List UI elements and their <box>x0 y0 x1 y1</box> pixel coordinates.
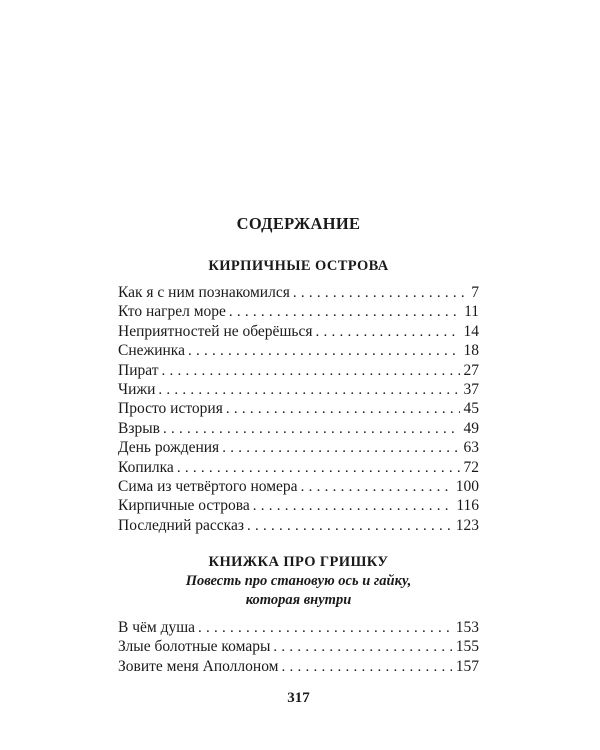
entry-page: 11 <box>464 303 479 321</box>
entry-title: Зовите меня Аполлоном <box>118 657 279 675</box>
leader-dots <box>293 285 467 302</box>
entry-page: 123 <box>455 516 479 534</box>
section-heading-1: КИРПИЧНЫЕ ОСТРОВА <box>208 258 389 274</box>
leader-dots <box>281 659 451 676</box>
toc-entry[interactable] <box>118 284 479 303</box>
entry-page: 18 <box>463 342 479 360</box>
section-subtitle-line-2: которая внутри <box>245 592 352 608</box>
entry-page: 7 <box>471 284 479 301</box>
leader-dots <box>198 620 452 637</box>
leader-dots <box>247 518 452 535</box>
entry-page: 49 <box>463 419 479 437</box>
entry-page: 72 <box>463 458 479 476</box>
entry-page: 155 <box>455 638 479 656</box>
toc-entry[interactable] <box>118 619 479 638</box>
entry-page: 27 <box>463 361 479 379</box>
toc-entry[interactable] <box>118 517 479 536</box>
leader-dots <box>222 440 459 457</box>
toc-entry[interactable] <box>118 303 479 322</box>
entry-title: Чижи <box>118 380 156 398</box>
toc-entry[interactable] <box>118 478 479 497</box>
entry-title: Взрыв <box>118 419 160 437</box>
entry-page: 153 <box>455 619 479 636</box>
entry-title: В чём душа <box>118 619 196 636</box>
entry-page: 157 <box>455 657 479 675</box>
entry-title: Сима из четвёртого номера <box>118 477 298 495</box>
entry-title: Пират <box>118 361 159 379</box>
leader-dots <box>315 324 459 341</box>
entry-title: Как я с ним познакомился <box>118 284 290 301</box>
section-subtitle-line-1: Повесть про становую ось и гайку, <box>185 573 412 589</box>
entry-page: 100 <box>455 477 479 495</box>
leader-dots <box>253 498 453 515</box>
toc-entry[interactable] <box>118 420 479 439</box>
entry-page: 14 <box>463 322 479 340</box>
leader-dots <box>162 363 460 380</box>
leader-dots <box>158 382 459 399</box>
leader-dots <box>226 401 460 418</box>
toc-entry[interactable] <box>118 658 479 677</box>
entry-title: Последний рассказ <box>118 516 244 534</box>
entry-page: 116 <box>456 497 479 515</box>
entry-page: 63 <box>463 439 479 457</box>
toc-entry[interactable] <box>118 381 479 400</box>
entry-title: Копилка <box>118 458 174 476</box>
toc-entry[interactable] <box>118 439 479 458</box>
toc-entry[interactable] <box>118 638 479 657</box>
section-heading-2: КНИЖКА ПРО ГРИШКУ <box>208 554 389 570</box>
entry-page: 45 <box>463 400 479 418</box>
leader-dots <box>301 479 452 496</box>
toc-entry[interactable] <box>118 342 479 361</box>
entry-page: 37 <box>463 380 479 398</box>
entry-title: Неприятностей не оберёшься <box>118 322 313 340</box>
leader-dots <box>163 421 460 438</box>
entry-title: День рождения <box>118 439 220 457</box>
leader-dots <box>229 304 460 321</box>
toc-entry[interactable] <box>118 323 479 342</box>
toc-entry[interactable] <box>118 497 479 516</box>
entry-title: Снежинка <box>118 342 185 360</box>
entry-title: Просто история <box>118 400 223 418</box>
toc-entry[interactable] <box>118 362 479 381</box>
entry-title: Злые болотные комары <box>118 638 271 656</box>
leader-dots <box>188 343 460 360</box>
toc-entry[interactable] <box>118 400 479 419</box>
page-number: 317 <box>287 690 310 706</box>
entry-title: Кирпичные острова <box>118 497 250 515</box>
toc-list-section-2 <box>118 619 479 677</box>
entry-title: Кто нагрел море <box>118 303 226 321</box>
toc-list-section-1 <box>118 284 479 536</box>
leader-dots <box>177 460 460 477</box>
leader-dots <box>273 639 451 656</box>
toc-entry[interactable] <box>118 459 479 478</box>
page-title: СОДЕРЖАНИЕ <box>236 214 361 233</box>
